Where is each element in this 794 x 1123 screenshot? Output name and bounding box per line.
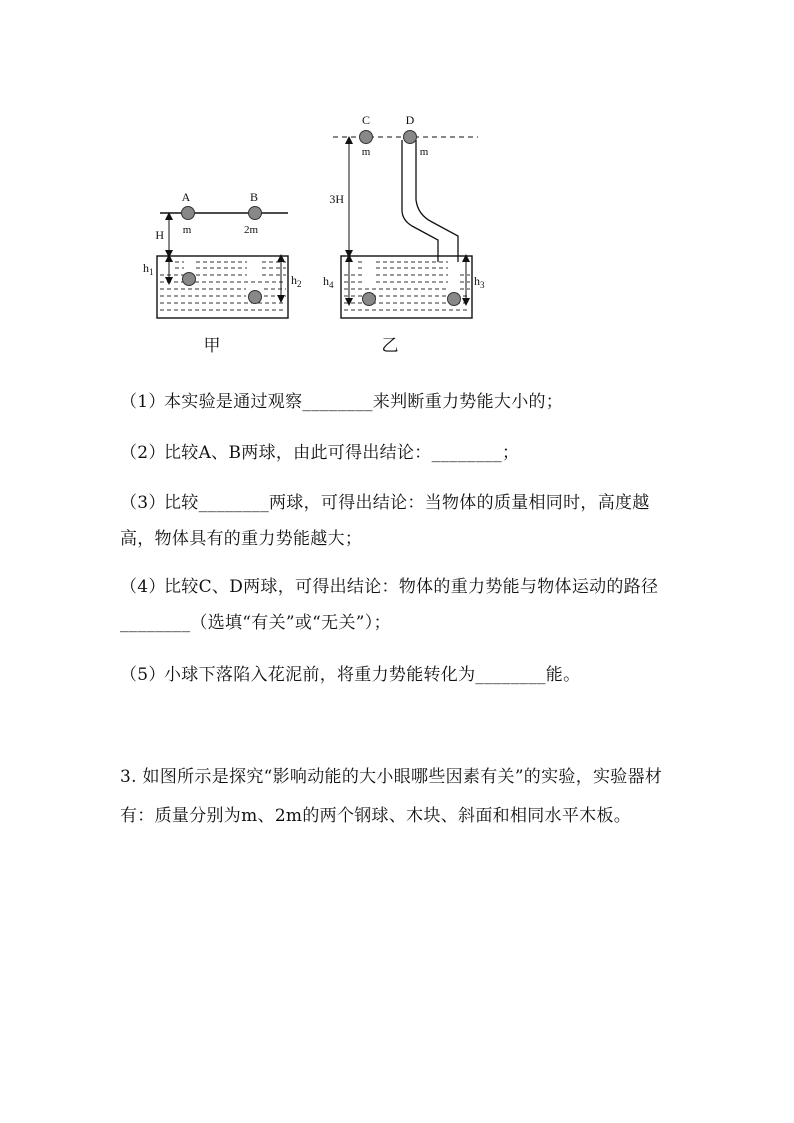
question-text: 小球下落陷入花泥前，将重力势能转化为________能。 <box>164 665 581 685</box>
question-number: （3） <box>120 493 166 513</box>
ball-b-sand <box>249 291 262 304</box>
question-1 <box>120 384 680 420</box>
label-mass-c: m <box>361 146 371 158</box>
question-text: 比较C、D两球，可得出结论：物体的重力势能与物体运动的路径________（选填“有关”或“无关”）； <box>120 577 659 633</box>
label-h1: $h_1$ <box>143 261 154 277</box>
question-4 <box>120 569 680 641</box>
question-5 <box>120 657 680 693</box>
label-h: H <box>155 228 164 242</box>
ball-a-top <box>182 207 195 220</box>
left-sand <box>160 262 286 310</box>
problem-3 <box>120 758 680 836</box>
ball-c-sand <box>363 293 376 306</box>
question-text: 本实验是通过观察________来判断重力势能大小的； <box>164 392 564 412</box>
ball-b-top <box>249 207 262 220</box>
ball-a-sand <box>183 273 196 286</box>
question-text: 比较________两球，可得出结论：当物体的质量相同时，高度越高，物体具有的重力势能越大； <box>120 493 650 549</box>
label-mass-b: 2m <box>243 224 259 236</box>
label-c: C <box>361 113 371 127</box>
right-container <box>341 256 472 318</box>
experiment-diagram <box>0 0 794 380</box>
label-h2: $h_2$ <box>291 273 302 289</box>
caption-yi: 乙 <box>381 336 399 355</box>
question-number: （5） <box>120 665 166 685</box>
question-number: （4） <box>120 577 166 597</box>
tube <box>402 140 458 262</box>
label-3h: 3H <box>329 192 344 206</box>
ball-d-top <box>404 131 417 144</box>
label-b: B <box>249 190 259 204</box>
caption-jia: 甲 <box>203 336 221 355</box>
label-h4: $h_4$ <box>323 274 334 290</box>
diagram-yi <box>323 113 485 355</box>
label-d: D <box>405 113 415 127</box>
diagram-jia <box>143 190 302 355</box>
question-number: （1） <box>120 392 166 412</box>
ball-d-sand <box>448 293 461 306</box>
label-mass-d: m <box>419 146 429 158</box>
ball-c-top <box>360 131 373 144</box>
problem-3-text: 3. 如图所示是探究“影响动能的大小眼哪些因素有关”的实验，实验器材有：质量分别为m、2m的两个钢球、木块、斜面和相同水平木板。 <box>120 767 663 826</box>
question-number: （2） <box>120 443 166 463</box>
left-container <box>157 256 288 318</box>
label-a: A <box>181 190 191 204</box>
question-text: 比较A、B两球，由此可得出结论：________； <box>164 443 520 463</box>
label-h3: $h_3$ <box>474 274 485 290</box>
question-3 <box>120 485 680 557</box>
question-2 <box>120 435 680 471</box>
label-mass-a: m <box>182 224 192 236</box>
